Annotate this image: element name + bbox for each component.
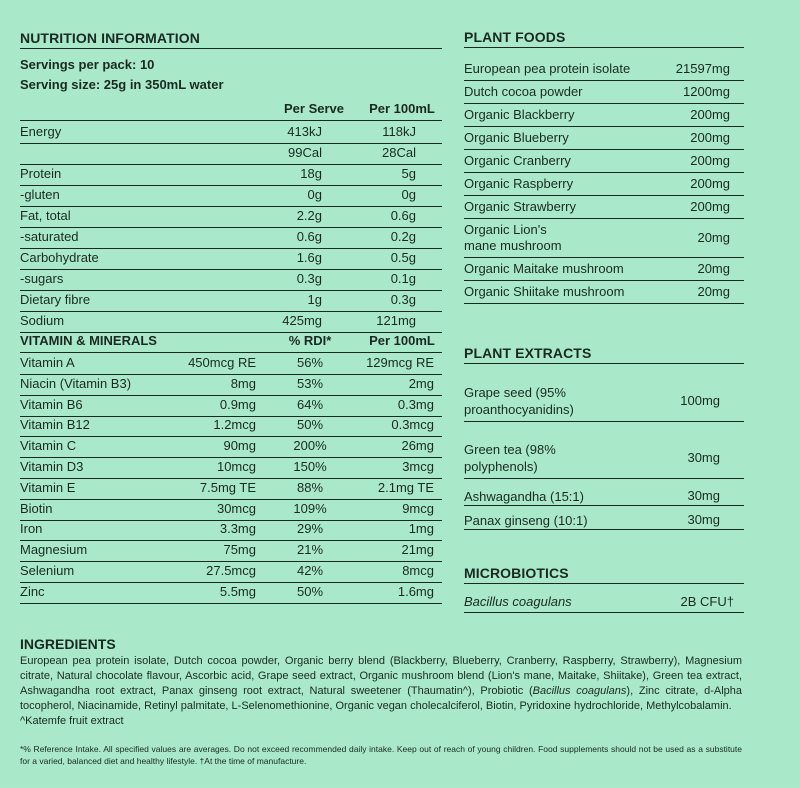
plant-extract-name: Green tea (98%: [464, 442, 556, 457]
vitamin-per-100ml: 1mg: [408, 521, 434, 537]
vitamin-rdi: 50%: [296, 417, 324, 433]
vitamin-rdi: 64%: [296, 396, 324, 412]
vitamin-rdi: 150%: [293, 459, 327, 474]
nutrient-per-100ml: 0.2g: [390, 229, 416, 244]
nutrition-row: [20, 250, 442, 270]
vitamin-name: Biotin: [20, 500, 53, 516]
nutrient-per-100ml: 0.3g: [390, 292, 416, 307]
vitamin-amount: 0.9mg: [219, 396, 256, 412]
vitamin-amount: 10mcg: [216, 459, 256, 474]
vitamin-per-100ml: 2mg: [408, 375, 434, 391]
vitamin-amount: 5.5mg: [219, 583, 256, 599]
col-vit-per-100ml: Per 100mL: [369, 333, 435, 348]
vitamin-row: [20, 584, 442, 604]
nutrition-header-row: [20, 101, 442, 121]
vitamin-name: Iron: [20, 521, 43, 537]
vitamin-row: [20, 376, 442, 396]
nutrient-per-serve: 0g: [307, 187, 322, 202]
vitamin-per-100ml: 2.1mg TE: [377, 479, 434, 495]
vitamin-amount: 450mcg RE: [188, 355, 256, 370]
nutrition-row: [20, 187, 442, 207]
plant-food-row: [464, 152, 744, 173]
vitamin-amount: 90mg: [223, 438, 256, 454]
vitamin-amount: 27.5mcg: [206, 563, 256, 578]
vitamin-per-100ml: 21mg: [401, 542, 434, 558]
nutrient-per-serve: 18g: [300, 166, 322, 181]
plant-extract-name: Panax ginseng (10:1): [464, 513, 588, 528]
vitamin-amount: 1.2mcg: [213, 417, 256, 433]
vitamin-amount: 7.5mg TE: [199, 479, 256, 495]
nutrient-per-serve: 99Cal: [288, 145, 322, 160]
vitamins-header-row: [20, 333, 442, 353]
vitamin-rdi: 109%: [293, 500, 327, 516]
nutrient-name: Protein: [20, 166, 62, 181]
vitamin-rdi: 56%: [296, 355, 324, 370]
vitamin-name: Vitamin C: [20, 438, 77, 454]
plant-extract-amount: 30mg: [687, 512, 720, 527]
plant-food-amount: 1200mg: [683, 84, 730, 99]
plant-extract-row: [464, 486, 744, 506]
nutrition-row: [20, 208, 442, 228]
plant-food-name: Organic Raspberry: [464, 176, 574, 191]
vitamin-per-100ml: 3mcg: [402, 459, 434, 474]
plant-food-name: Organic Lion's: [464, 222, 547, 237]
nutrient-per-100ml: 0.5g: [390, 250, 416, 265]
plant-food-row: [464, 221, 744, 258]
plant-extract-name-line2: polyphenols): [464, 459, 538, 474]
serving-size: Serving size: 25g in 350mL water: [20, 77, 224, 92]
plant-food-amount: 200mg: [690, 199, 730, 214]
nutrient-per-serve: 0.6g: [296, 229, 322, 244]
vitamin-row: [20, 542, 442, 562]
servings-per-pack: Servings per pack: 10: [20, 57, 155, 72]
microbiotics-row: [464, 594, 744, 613]
plant-food-row: [464, 106, 744, 127]
vitamin-row: [20, 480, 442, 500]
plant-food-amount: 200mg: [690, 176, 730, 191]
nutrient-per-serve: 1g: [307, 292, 322, 307]
nutrient-name: -saturated: [20, 229, 79, 244]
vitamin-name: Vitamin A: [20, 355, 75, 370]
plant-extract-name: Grape seed (95%: [464, 385, 566, 400]
nutrient-per-serve: 425mg: [282, 313, 322, 328]
vitamin-amount: 8mg: [230, 375, 256, 391]
nutrition-row: [20, 145, 442, 165]
vitamin-row: [20, 417, 442, 437]
vitamin-name: Zinc: [20, 583, 45, 599]
footnote: *% Reference Intake. All specified values are averages. Do not exceed recommended daily intake. Keep out of reach of young children. Food supplements should not be used as a substitute for a varied, balanced diet and healthy lifestyle. †At the time of manufacture.: [20, 744, 742, 766]
plant-extract-amount: 30mg: [687, 450, 720, 465]
plant-food-row: [464, 129, 744, 150]
plant-food-name: Organic Shiitake mushroom: [464, 284, 625, 299]
ingredients-text-italic: Bacillus coagulans: [532, 685, 627, 697]
vitamin-rdi: 21%: [296, 542, 324, 558]
plant-food-amount: 20mg: [697, 261, 730, 276]
plant-food-amount: 21597mg: [675, 61, 730, 76]
nutrient-per-serve: 413kJ: [287, 124, 322, 139]
plant-extract-name: Ashwagandha (15:1): [464, 489, 584, 504]
vitamin-amount: 3.3mg: [219, 521, 256, 537]
ingredients-text-b: ), Zinc citrate, d-Alpha tocopherol, Niacinamide, Retinyl palmitate, L-Selenomethionine, Organic vegan cholecalciferol, Biotin, Pyridoxine hydrochloride, Methylcobalamin.: [20, 685, 742, 712]
plant-extract-row: [464, 439, 744, 479]
vitamin-rdi: 53%: [296, 375, 324, 391]
microbiotic-name: Bacillus coagulans: [464, 594, 572, 609]
nutrient-name: -sugars: [20, 271, 64, 286]
ingredients-section: [20, 634, 742, 776]
nutrient-name: Dietary fibre: [20, 292, 91, 307]
plant-foods-title: PLANT FOODS: [464, 27, 744, 48]
microbiotics-title: MICROBIOTICS: [464, 563, 744, 584]
plant-food-row: [464, 198, 744, 219]
ingredients-text: [20, 654, 742, 714]
microbiotic-amount: 2B CFU†: [680, 594, 734, 609]
nutrient-per-100ml: 118kJ: [382, 124, 416, 139]
plant-food-row: [464, 175, 744, 196]
nutrient-name: Energy: [20, 124, 62, 139]
vitamin-rdi: 88%: [296, 479, 324, 495]
nutrition-row: [20, 229, 442, 249]
plant-food-name: Organic Blueberry: [464, 130, 569, 145]
col-rdi: % RDI*: [288, 333, 332, 348]
plant-food-name: Organic Strawberry: [464, 199, 576, 214]
plant-extract-row: [464, 510, 744, 530]
plant-food-name: Organic Cranberry: [464, 153, 571, 168]
vitamin-rdi: 50%: [296, 583, 324, 599]
nutrition-row: [20, 271, 442, 291]
vitamin-amount: 75mg: [223, 542, 256, 558]
nutrient-per-100ml: 0.1g: [390, 271, 416, 286]
nutrient-name: Fat, total: [20, 208, 71, 223]
nutrient-per-100ml: 5g: [401, 166, 416, 181]
nutrient-name: -gluten: [20, 187, 60, 202]
nutrient-name: Sodium: [20, 313, 65, 328]
vitamin-row: [20, 397, 442, 417]
plant-food-amount: 200mg: [690, 153, 730, 168]
nutrient-per-serve: 1.6g: [296, 250, 322, 265]
plant-food-name: Dutch cocoa powder: [464, 84, 583, 99]
vitamin-row: [20, 438, 442, 458]
vitamin-name: Magnesium: [20, 542, 88, 558]
vitamin-row: [20, 521, 442, 541]
nutrition-row: [20, 124, 442, 144]
plant-extract-amount: 30mg: [687, 488, 720, 503]
plant-food-amount: 20mg: [697, 284, 730, 299]
vitamin-name: Vitamin B6: [20, 396, 83, 412]
vitamin-per-100ml: 9mcg: [402, 500, 434, 516]
vitamin-row: [20, 355, 442, 375]
plant-food-row: [464, 60, 744, 81]
vitamin-name: Vitamin D3: [20, 459, 84, 474]
plant-food-row: [464, 283, 744, 304]
vitamin-name: Selenium: [20, 563, 75, 578]
vitamin-row: [20, 501, 442, 521]
vitamin-name: Vitamin E: [20, 479, 76, 495]
plant-food-name-line2: mane mushroom: [464, 238, 562, 253]
nutrient-per-100ml: 28Cal: [382, 145, 416, 160]
ingredients-text-a: European pea protein isolate, Dutch cocoa powder, Organic berry blend (Blackberry, Blueberry, Cranberry, Raspberry, Strawberry), Magnesium citrate, Natural chocolate flavour, Ascorbic acid, Grape seed extract, Organic mushroom blend (Lion's mane, Maitake, Shiitake), Green tea extract, Ashwagandha root extract, Panax ginseng root extract, Natural sweetener (Thaumatin^), Probiotic (: [20, 655, 742, 697]
plant-food-amount: 200mg: [690, 107, 730, 122]
vitamin-per-100ml: 0.3mg: [397, 396, 434, 412]
plant-food-amount: 20mg: [697, 230, 730, 245]
nutrient-per-100ml: 0g: [401, 187, 416, 202]
vitamin-rdi: 42%: [296, 563, 324, 578]
vitamin-row: [20, 563, 442, 583]
ingredients-title: INGREDIENTS: [20, 636, 116, 652]
vitamin-per-100ml: 1.6mg: [397, 583, 434, 599]
vitamin-name: Niacin (Vitamin B3): [20, 375, 132, 391]
col-per-100ml: Per 100mL: [369, 101, 435, 116]
nutrient-per-100ml: 121mg: [376, 313, 416, 328]
plant-food-row: [464, 83, 744, 104]
plant-extract-name-line2: proanthocyanidins): [464, 402, 574, 417]
plant-food-name: Organic Maitake mushroom: [464, 261, 624, 276]
vitamin-per-100ml: 26mg: [401, 438, 434, 454]
nutrient-per-serve: 2.2g: [296, 208, 322, 223]
vitamin-amount: 30mcg: [216, 500, 256, 516]
vitamin-per-100ml: 0.3mcg: [391, 417, 434, 433]
nutrition-row: [20, 166, 442, 186]
vitamin-rdi: 200%: [293, 438, 327, 454]
nutrient-per-serve: 0.3g: [296, 271, 322, 286]
nutrition-row: [20, 292, 442, 312]
nutrition-row: [20, 313, 442, 333]
nutrition-title: NUTRITION INFORMATION: [20, 28, 442, 49]
vitamins-title: VITAMIN & MINERALS: [20, 333, 157, 348]
vitamin-row: [20, 459, 442, 479]
nutrient-name: Carbohydrate: [20, 250, 99, 265]
plant-food-amount: 200mg: [690, 130, 730, 145]
plant-food-name: European pea protein isolate: [464, 61, 631, 76]
nutrient-per-100ml: 0.6g: [390, 208, 416, 223]
plant-food-row: [464, 260, 744, 281]
plant-food-name: Organic Blackberry: [464, 107, 575, 122]
plant-extract-amount: 100mg: [680, 393, 720, 408]
vitamin-per-100ml: 129mcg RE: [366, 355, 434, 370]
col-per-serve: Per Serve: [284, 101, 344, 116]
vitamin-name: Vitamin B12: [20, 417, 90, 433]
ingredients-note: ^Katemfe fruit extract: [20, 715, 124, 727]
plant-extracts-title: PLANT EXTRACTS: [464, 343, 744, 364]
vitamin-per-100ml: 8mcg: [402, 563, 434, 578]
vitamin-rdi: 29%: [296, 521, 324, 537]
plant-extract-row: [464, 382, 744, 422]
